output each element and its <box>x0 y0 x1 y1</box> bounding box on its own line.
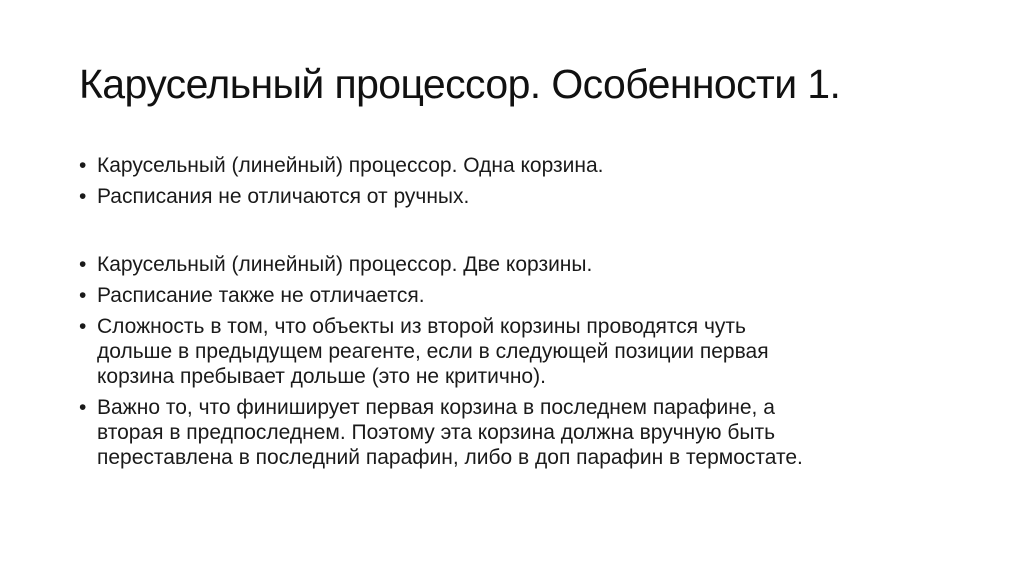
bullet-text: Расписания не отличаются от ручных. <box>97 185 470 208</box>
slide-body <box>79 153 959 476</box>
slide-title: Карусельный процессор. Особенности 1. <box>79 61 841 107</box>
bullet-marker: • <box>79 315 87 338</box>
bullet-item <box>79 252 959 277</box>
bullet-marker: • <box>79 253 87 276</box>
bullet-item <box>79 153 959 178</box>
paragraph-gap <box>79 215 959 252</box>
bullet-marker: • <box>79 284 87 307</box>
bullet-item <box>79 283 959 308</box>
bullet-marker: • <box>79 396 87 419</box>
bullet-marker: • <box>79 185 87 208</box>
bullet-item <box>79 314 959 389</box>
bullet-text: Карусельный (линейный) процессор. Две корзины. <box>97 253 593 276</box>
bullet-text: Сложность в том, что объекты из второй корзины проводятся чуть дольше в предыдущем реагенте, если в следующей позиции первая корзина пребывает дольше (это не критично). <box>97 315 769 388</box>
bullet-text: Расписание также не отличается. <box>97 284 425 307</box>
bullet-item <box>79 184 959 209</box>
bullet-text: Карусельный (линейный) процессор. Одна корзина. <box>97 154 604 177</box>
bullet-marker: • <box>79 154 87 177</box>
bullet-item <box>79 395 959 470</box>
bullet-text: Важно то, что финиширует первая корзина в последнем парафине, а вторая в предпоследнем. Поэтому эта корзина должна вручную быть переставлена в последний парафин, либо в доп парафин в термостате. <box>97 396 803 469</box>
